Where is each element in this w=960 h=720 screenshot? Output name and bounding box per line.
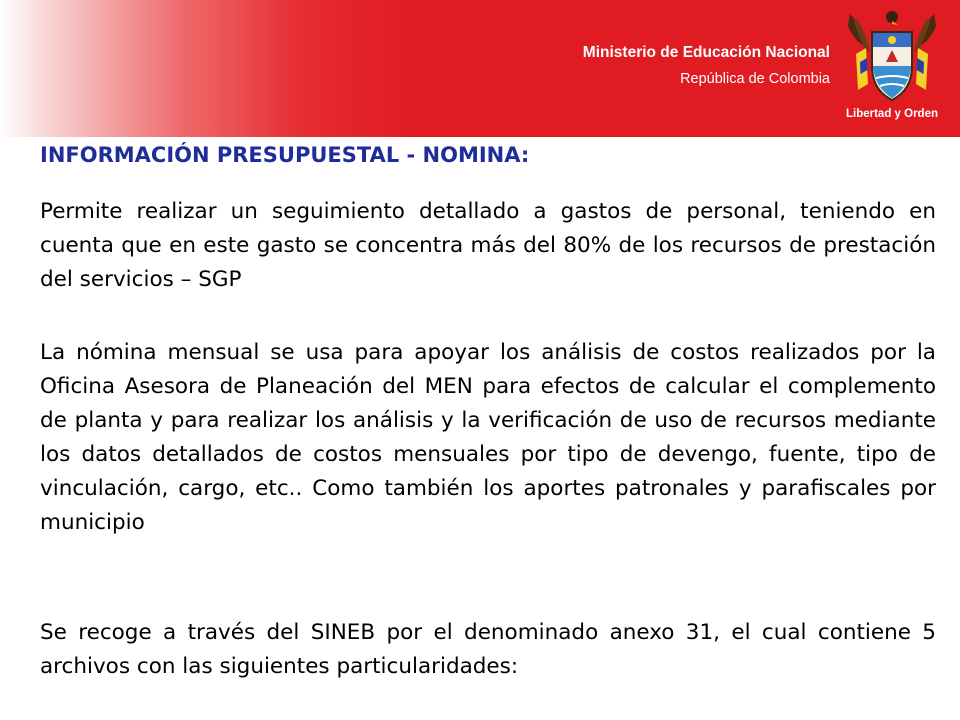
- paragraph-monthly-payroll: La nómina mensual se usa para apoyar los análisis de costos realizados por la Oficina Asesora de Planeación del MEN para efectos de calcular el complemento de planta y para realizar los análisis y la verificación de uso de recursos mediante los datos detallados de costos mensuales por tipo de devengo, fuente, tipo de vinculación, cargo, etc.. Como también los aportes patronales y parafiscales por municipio: [40, 340, 936, 535]
- header-banner: [0, 0, 960, 137]
- republic-name: República de Colombia: [680, 71, 830, 87]
- paragraph-payroll-tracking: Permite realizar un seguimiento detallado a gastos de personal, teniendo en cuenta que en este gasto se concentra más del 80% de los recursos de prestación del servicios – SGP: [40, 199, 936, 292]
- paragraph-sineb-annex: Se recoge a través del SINEB por el denominado anexo 31, el cual contiene 5 archivos con las siguientes particularidades:: [40, 620, 936, 679]
- slide-heading: INFORMACIÓN PRESUPUESTAL - NOMINA:: [40, 143, 530, 167]
- ministry-name: Ministerio de Educación Nacional: [582, 44, 830, 61]
- crest-motto: Libertad y Orden: [845, 108, 939, 120]
